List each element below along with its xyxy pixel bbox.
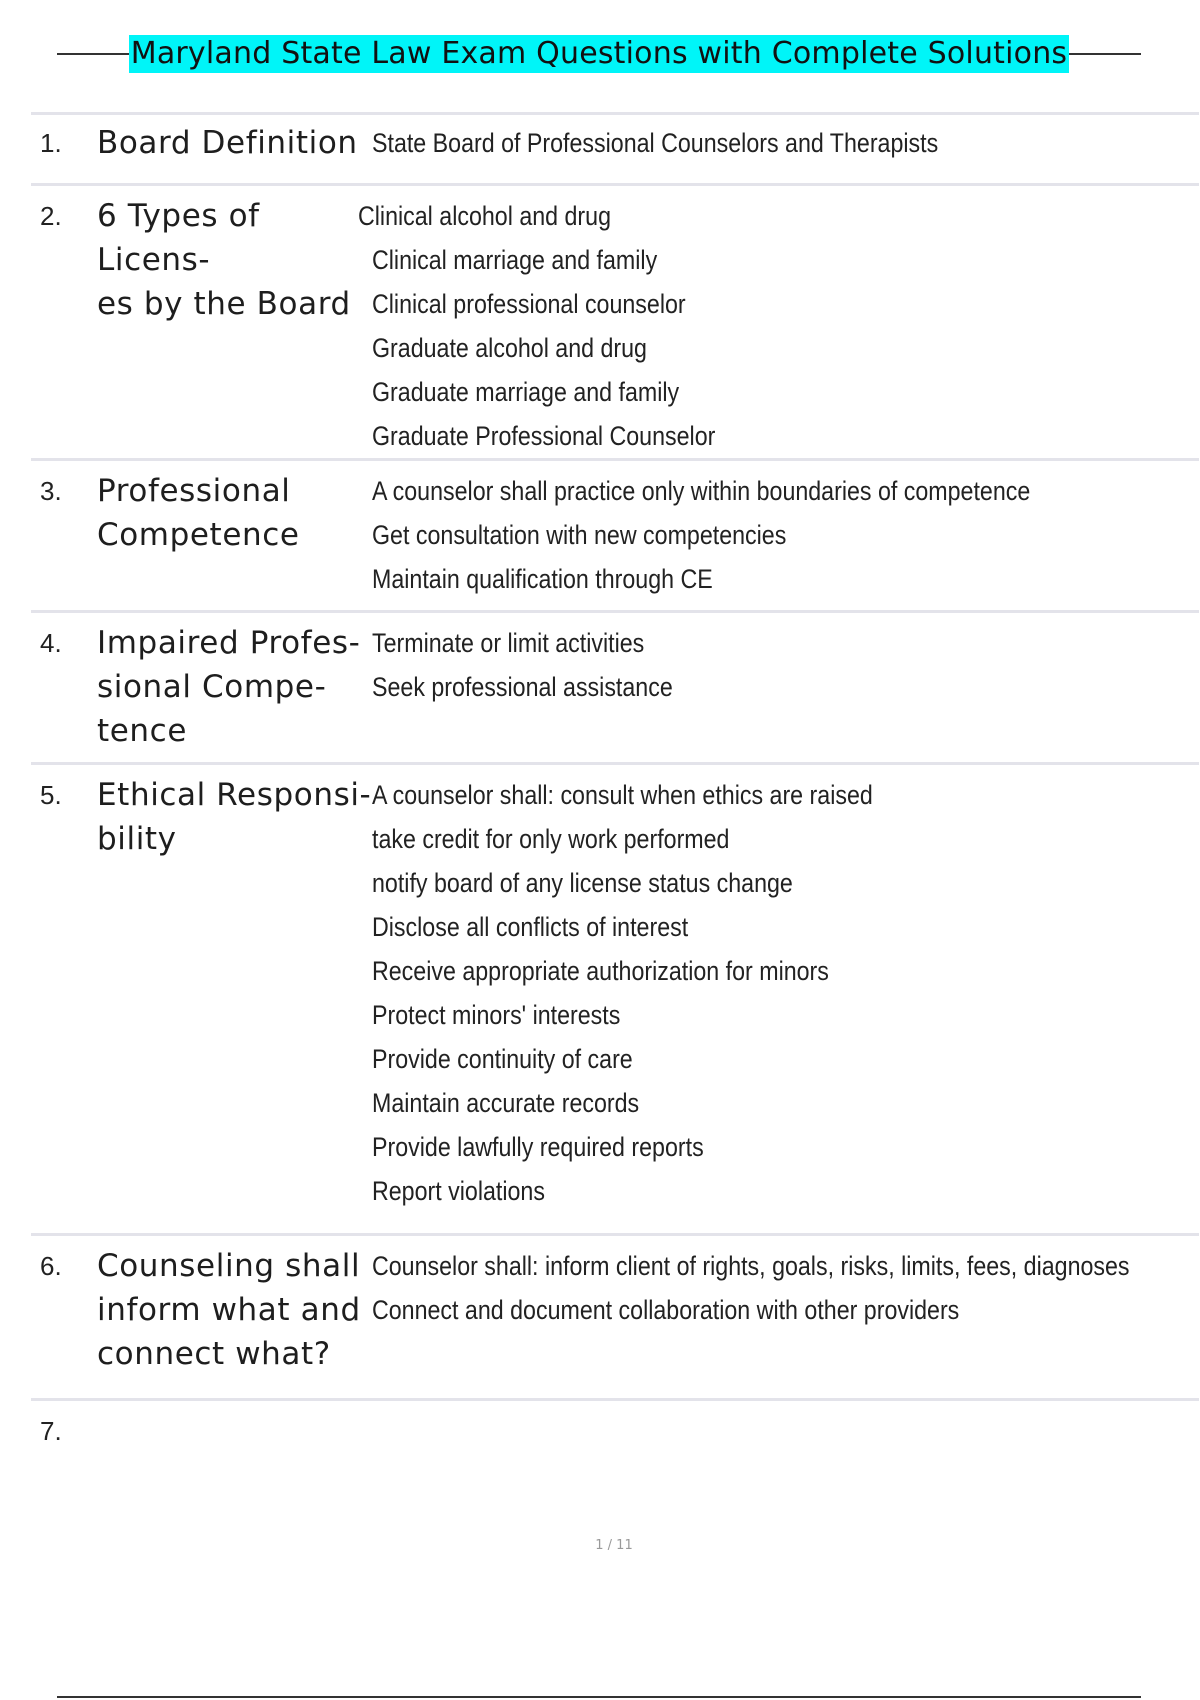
qa-row (31, 112, 1199, 183)
qa-list (31, 112, 1199, 1468)
page-indicator: 1 / 11 (595, 1538, 633, 1553)
item-answer (372, 1244, 1200, 1398)
answer-line: Receive appropriate authorization for minors (372, 956, 829, 986)
item-term (97, 773, 372, 1233)
answer-line: Maintain qualification through CE (372, 564, 713, 594)
qa-row (31, 1398, 1199, 1468)
item-answer (372, 469, 1199, 610)
item-term (97, 621, 372, 762)
term-line: inform what and (97, 1292, 361, 1328)
item-number-text: 5. (40, 780, 62, 810)
answer-line: A counselor shall practice only within boundaries of competence (372, 476, 1031, 506)
item-term (97, 1409, 372, 1468)
answer-line: Clinical professional counselor (372, 289, 686, 319)
term-line: Competence (97, 517, 300, 553)
answer-line: Maintain accurate records (372, 1088, 640, 1118)
item-number-text: 4. (40, 628, 62, 658)
document-header (57, 34, 1141, 74)
item-number (31, 121, 97, 183)
item-number-text: 1. (40, 128, 62, 158)
answer-line: Report violations (372, 1176, 545, 1206)
item-answer (372, 773, 1199, 1233)
item-number-text: 3. (40, 476, 62, 506)
answer-line: take credit for only work performed (372, 824, 730, 854)
answer-line: Graduate Professional Counselor (372, 421, 716, 451)
page-bottom-rule (57, 1696, 1141, 1698)
term-line: Counseling shall (97, 1248, 361, 1284)
answer-line: Protect minors' interests (372, 1000, 621, 1030)
item-number-text: 2. (40, 201, 62, 231)
item-answer (372, 1409, 1199, 1468)
term-line: Impaired Profes- (97, 625, 361, 661)
term-line: connect what? (97, 1336, 331, 1372)
header-rule-left (57, 53, 129, 55)
document-title: Maryland State Law Exam Questions with Complete Solutions (130, 36, 1068, 71)
term-line: 6 Types of Licens- (97, 198, 260, 278)
qa-row (31, 1233, 1199, 1398)
term-line: es by the Board (97, 286, 351, 322)
answer-line: Terminate or limit activities (372, 628, 645, 658)
item-number-text: 6. (40, 1251, 62, 1281)
answer-line: Provide continuity of care (372, 1044, 633, 1074)
term-line: tence (97, 713, 187, 749)
term-line: sional Compe- (97, 669, 327, 705)
item-number (31, 621, 97, 762)
qa-row (31, 610, 1199, 762)
answer-line: Get consultation with new competencies (372, 520, 787, 550)
qa-row (31, 183, 1199, 458)
item-answer (372, 121, 1199, 183)
item-term (97, 1244, 372, 1398)
item-number (31, 1409, 97, 1468)
answer-line: notify board of any license status change (372, 868, 793, 898)
answer-line: Counselor shall: inform client of rights, goals, risks, limits, fees, diagnoses (372, 1251, 1130, 1281)
term-line: bility (97, 821, 177, 857)
term-line: Ethical Responsi- (97, 777, 372, 813)
term-line: Board Definition (97, 125, 358, 161)
answer-line: Disclose all conflicts of interest (372, 912, 689, 942)
qa-row (31, 458, 1199, 610)
header-rule-right (1069, 53, 1141, 55)
answer-line: Clinical alcohol and drug (358, 201, 612, 231)
answer-line: A counselor shall: consult when ethics are raised (372, 780, 873, 810)
item-number (31, 469, 97, 610)
item-number (31, 1244, 97, 1398)
item-number (31, 773, 97, 1233)
answer-line: Provide lawfully required reports (372, 1132, 704, 1162)
item-answer (372, 621, 1199, 762)
term-line: Professional (97, 473, 291, 509)
answer-line: Connect and document collaboration with other providers (372, 1295, 960, 1325)
item-term (97, 194, 372, 458)
item-term (97, 469, 372, 610)
answer-line: Seek professional assistance (372, 672, 673, 702)
item-number (31, 194, 97, 458)
qa-row (31, 762, 1199, 1233)
answer-line: State Board of Professional Counselors and Therapists (372, 128, 939, 158)
answer-line: Graduate alcohol and drug (372, 333, 647, 363)
item-number-text: 7. (40, 1416, 62, 1446)
answer-line: Clinical marriage and family (372, 245, 658, 275)
item-term (97, 121, 372, 183)
item-answer (358, 194, 1199, 458)
answer-line: Graduate marriage and family (372, 377, 680, 407)
